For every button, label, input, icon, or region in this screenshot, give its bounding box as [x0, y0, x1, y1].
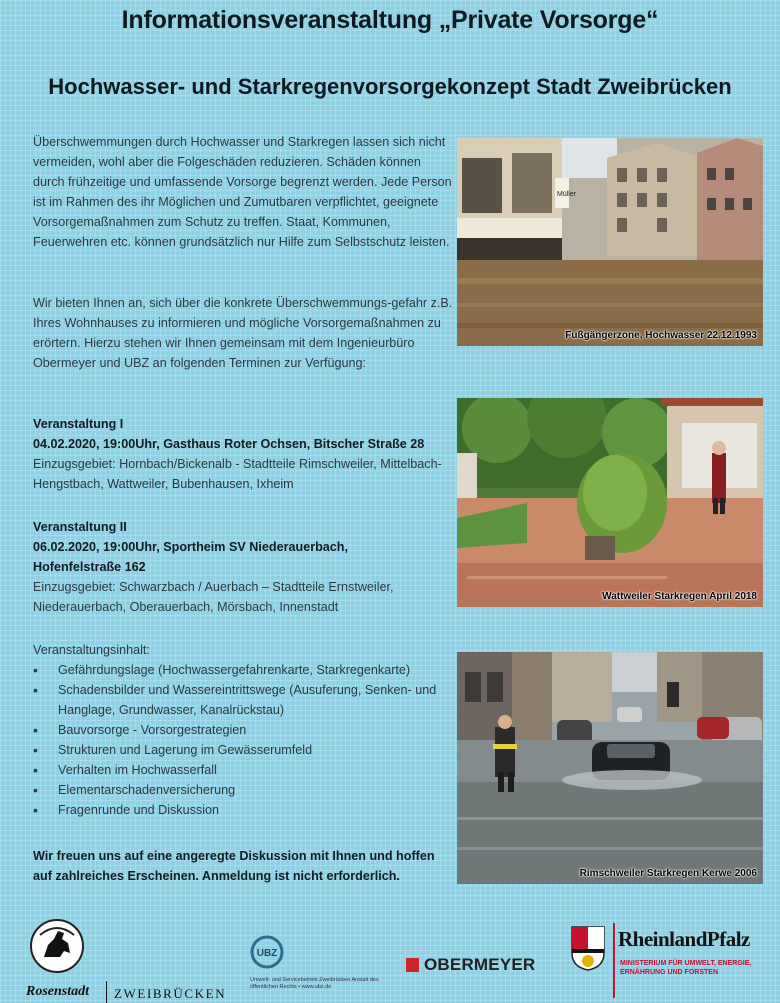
list-item: • Bauvorsorge - Vorsorgestrategien	[33, 720, 453, 740]
rosenstadt-name: Rosenstadt	[26, 984, 90, 999]
rlp-name: RheinlandPfalz	[618, 927, 750, 951]
photo-caption: Fußgängerzone, Hochwasser 22.12.1993	[565, 330, 757, 341]
content-section	[33, 640, 453, 820]
logo-footer	[0, 905, 780, 1003]
mud-street-image	[457, 398, 763, 607]
closing-text: Wir freuen uns auf eine angeregte Diskussion mit Ihnen und hoffen auf zahlreiches Erscheinen. Anmeldung ist nicht erforderlich.	[33, 849, 435, 883]
photo-caption: Rimschweiler Starkregen Kerwe 2006	[579, 868, 757, 879]
event-1-title: Veranstaltung I	[33, 417, 124, 431]
ubz-abbr: UBZ	[256, 948, 278, 959]
rlp-logo	[568, 919, 768, 1001]
logo-divider	[106, 981, 107, 1003]
intro-section	[33, 132, 453, 252]
flood-street-image	[457, 138, 763, 346]
rlp-divider	[613, 923, 615, 998]
event-1	[33, 414, 453, 494]
horse-crest-icon	[28, 917, 86, 975]
list-item: • Elementarschadenversicherung	[33, 780, 453, 800]
photo-flood-pedestrian-zone	[457, 138, 763, 346]
flooded-road-image	[457, 652, 763, 884]
closing-section	[33, 846, 453, 886]
intro-section-2	[33, 293, 453, 373]
content-list	[33, 660, 453, 820]
list-item: • Verhalten im Hochwasserfall	[33, 760, 453, 780]
obermeyer-logo	[406, 955, 556, 977]
zweibruecken-name: ZWEIBRÜCKEN	[114, 986, 227, 1001]
intro-paragraph-1: Überschwemmungen durch Hochwasser und Starkregen lassen sich nicht vermeiden, wohl aber die Folgeschäden reduzieren. Schäden können durch frühzeitige und umfassende Vorsorge begrenzt werden. Jede Person ist im Rahmen des ihr Möglichen und Zumutbaren verpflichtet, geeignete Vorsorgemaßnahmen zum Schutz zu treffen. Staat, Kommunen, Feuerwehren etc. können grundsätzlich nur Hilfe zum Selbstschutz leisten.	[33, 135, 452, 249]
page-title: Informationsveranstaltung „Private Vorsorge“	[121, 6, 659, 34]
photo-caption: Wattweiler Starkregen April 2018	[602, 591, 757, 602]
list-item: • Gefährdungslage (Hochwassergefahrenkarte, Starkregenkarte)	[33, 660, 453, 680]
photo-rimschweiler-rain	[457, 652, 763, 884]
event-2-area: Einzugsgebiet: Schwarzbach / Auerbach – Stadtteile Ernstweiler, Niederauerbach, Oberauerbach, Mörsbach, Innenstadt	[33, 580, 394, 614]
shop-sign-text: Müller	[557, 191, 577, 198]
event-2-title: Veranstaltung II	[33, 520, 127, 534]
rlp-ministry: MINISTERIUM FÜR UMWELT, ENERGIE, ERNÄHRUNG UND FORSTEN	[620, 960, 752, 976]
obermeyer-name: OBERMEYER	[424, 955, 536, 974]
event-1-when-where: 04.02.2020, 19:00Uhr, Gasthaus Roter Ochsen, Bitscher Straße 28	[33, 437, 425, 451]
page-subtitle: Hochwasser- und Starkregenvorsorgekonzept Stadt Zweibrücken	[48, 74, 732, 99]
intro-paragraph-2: Wir bieten Ihnen an, sich über die konkrete Überschwemmungs-gefahr z.B. Ihres Wohnhauses zu informieren und mögliche Vorsorgemaßnahmen zu erörtern. Hierzu stehen wir Ihnen gemeinsam mit dem Ingenieurbüro Obermeyer und UBZ an folgenden Terminen zur Verfügung:	[33, 296, 453, 370]
rosenstadt-logo	[22, 915, 242, 1000]
list-item: • Strukturen und Lagerung im Gewässerumfeld	[33, 740, 453, 760]
obermeyer-mark-icon	[406, 958, 419, 972]
photo-wattweiler-rain	[457, 398, 763, 607]
event-2-when-where: 06.02.2020, 19:00Uhr, Sportheim SV Niederauerbach, Hofenfelstraße 162	[33, 540, 348, 574]
list-item: • Schadensbilder und Wassereintrittswege (Ausuferung, Senken- und Hanglage, Grundwasser, Kanalrückstau)	[33, 680, 453, 720]
ubz-subtitle: Umwelt- und Servicebetrieb Zweibrücken Anstalt des öffentlichen Rechts • www.ubz.de	[250, 977, 379, 990]
event-1-area: Einzugsgebiet: Hornbach/Bickenalb - Stadtteile Rimschweiler, Mittelbach-Hengstbach, Wattweiler, Bubenhausen, Ixheim	[33, 457, 442, 491]
ubz-logo	[250, 933, 380, 998]
list-item: • Fragenrunde und Diskussion	[33, 800, 453, 820]
rlp-coat-of-arms-icon	[570, 925, 606, 971]
event-2	[33, 517, 453, 617]
ubz-circle-icon	[250, 935, 284, 969]
content-heading: Veranstaltungsinhalt:	[33, 643, 150, 657]
